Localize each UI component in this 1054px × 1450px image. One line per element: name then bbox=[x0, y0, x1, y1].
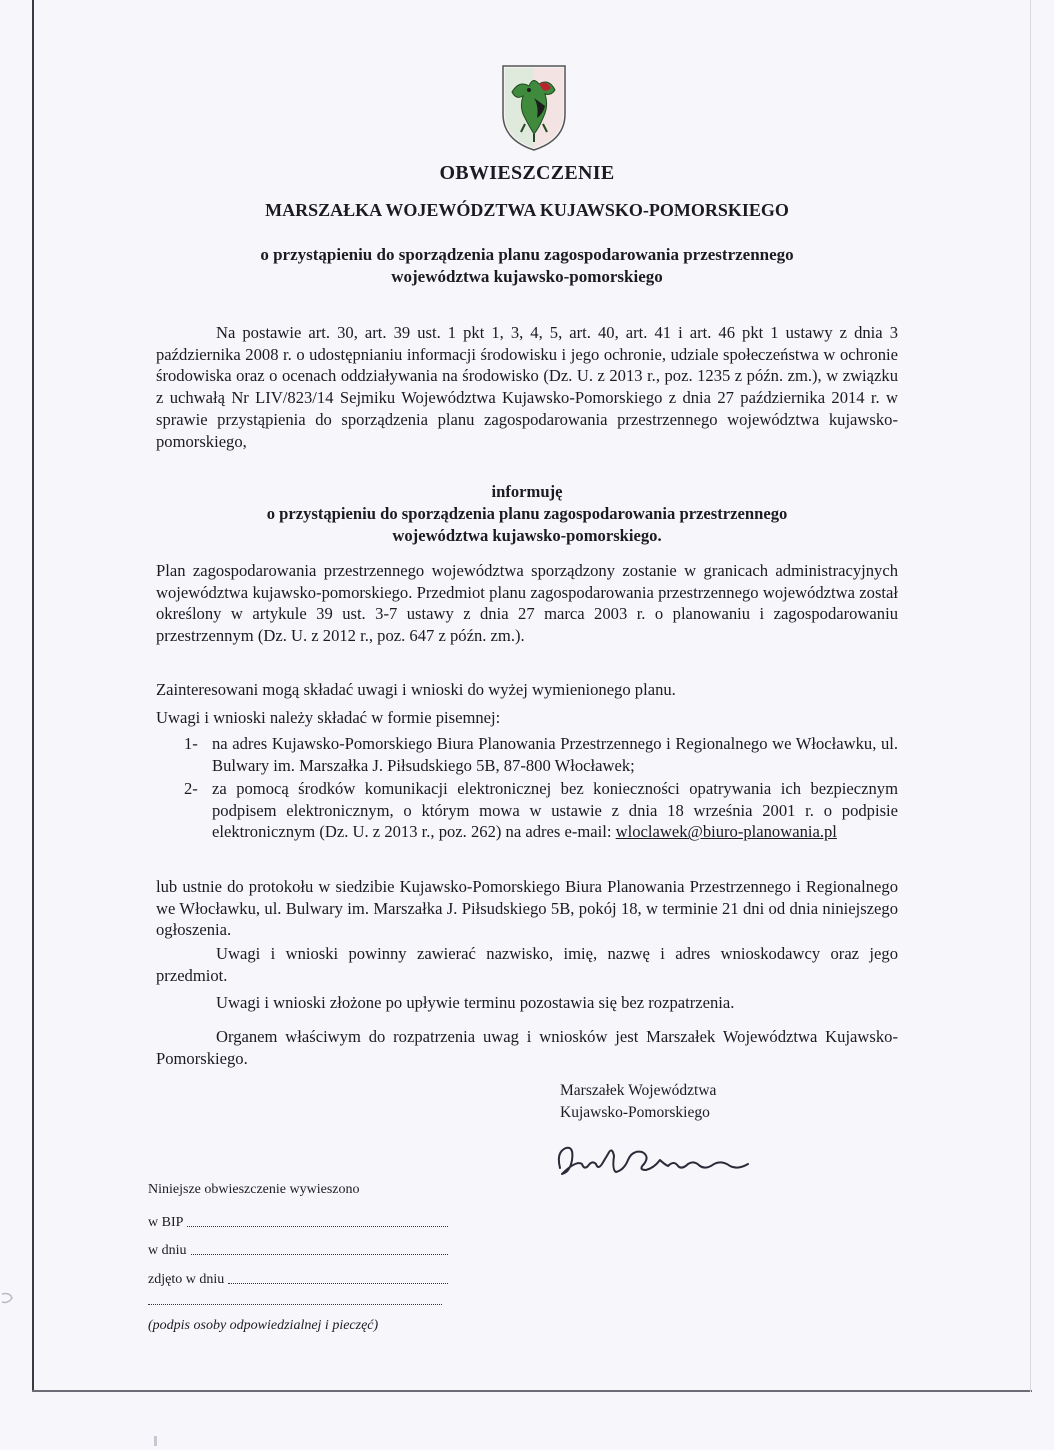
oral-submission-paragraph: lub ustnie do protokołu w siedzibie Kujawsko-Pomorskiego Biura Planowania Przestrzennego i Regionalnego we Włocławku, ul. Bulwary im. Marszałka J. Piłsudskiego 5B, pokój 18, w terminie 21 dni od dnia niniejszego ogłoszenia. bbox=[156, 877, 898, 940]
date-fill-line bbox=[191, 1253, 449, 1255]
list-item-text: na adres Kujawsko-Pomorskiego Biura Planowania Przestrzennego i Regionalnego we Włocławku, ul. Bulwary im. Marszałka J. Piłsudskiego 5B, 87-800 Włocławek; bbox=[212, 734, 898, 775]
handwritten-signature-icon bbox=[552, 1130, 762, 1190]
competent-authority-paragraph: Organem właściwym do rozpatrzenia uwag i wniosków jest Marszałek Województwa Kujawsko-Pomorskiego. bbox=[156, 1027, 898, 1068]
interested-parties-text: Zainteresowani mogą składać uwagi i wnioski do wyżej wymienionego planu. bbox=[156, 680, 676, 699]
posting-heading: Niniejsze obwieszczenie wywieszono bbox=[148, 1182, 360, 1197]
signatory-line-2: Kujawsko-Pomorskiego bbox=[560, 1104, 710, 1121]
written-form-intro: Uwagi i wnioski należy składać w formie pisemnej: bbox=[156, 708, 501, 727]
scan-mark bbox=[154, 1436, 157, 1446]
inform-line-1: o przystąpieniu do sporządzenia planu zagospodarowania przestrzennego bbox=[266, 504, 788, 523]
document-subtitle: MARSZAŁKA WOJEWÓDZTWA KUJAWSKO-POMORSKIEGO bbox=[265, 200, 789, 220]
late-submission-paragraph: Uwagi i wnioski złożone po upływie terminu pozostawia się bez rozpatrzenia. bbox=[216, 993, 735, 1012]
signature-fill-row bbox=[148, 1296, 448, 1305]
signature-caption: (podpis osoby odpowiedzialnej i pieczęć) bbox=[148, 1318, 379, 1333]
inform-word: informuję bbox=[491, 482, 563, 501]
posting-date-row bbox=[148, 1237, 448, 1259]
document-title: OBWIESZCZENIE bbox=[439, 162, 615, 184]
list-item-number: 1- bbox=[184, 734, 198, 753]
inform-block bbox=[156, 481, 898, 547]
list-item-text-container bbox=[212, 778, 898, 843]
topic-line-1: o przystąpieniu do sporządzenia planu zagospodarowania przestrzennego bbox=[260, 245, 794, 264]
posting-bip-row bbox=[148, 1209, 448, 1231]
content-requirements-paragraph: Uwagi i wnioski powinny zawierać nazwisko, imię, nazwę i adres wnioskodawcy oraz jego przedmiot. bbox=[156, 944, 898, 985]
posting-removed-row bbox=[148, 1266, 448, 1288]
list-item bbox=[184, 778, 898, 843]
signature-fill-line bbox=[148, 1296, 442, 1305]
legal-basis-paragraph: Na postawie art. 30, art. 39 ust. 1 pkt 1, 3, 4, 5, art. 40, art. 41 i art. 46 pkt 1 ustawy z dnia 3 października 2008 r. o udostępnianiu informacji środowisku i jego ochronie, udziale społeczeństwa w ochronie środowiska oraz o ocenach oddziaływania na środowisko (Dz. U. z 2013 r., poz. 1235 z późn. zm.), w związku z uchwałą Nr LIV/823/14 Sejmiku Województwa Kujawsko-Pomorskiego z dnia 27 października 2014 r. w sprawie przystąpienia do sporządzenia planu zagospodarowania przestrzennego województwa kujawsko-pomorskiego, bbox=[156, 323, 898, 451]
list-item-number: 2- bbox=[184, 779, 198, 798]
scan-smudge-icon bbox=[0, 1290, 16, 1306]
bip-fill-line bbox=[187, 1225, 448, 1227]
topic-line-2: województwa kujawsko-pomorskiego bbox=[391, 267, 663, 286]
removed-label: zdjęto w dniu bbox=[148, 1272, 225, 1287]
signatory-line-1: Marszałek Województwa bbox=[560, 1082, 717, 1099]
bip-label: w BIP bbox=[148, 1215, 184, 1230]
signatory-title bbox=[560, 1080, 716, 1124]
list-item-text: za pomocą środków komunikacji elektronicznej bez konieczności opatrywania ich bezpiecznym podpisem elektronicznym, o którym mowa w ustawie z dnia 18 września 2001 r. o podpisie elektronicznym (Dz. U. z 2013 r., poz. 262) na adres e-mail: bbox=[212, 779, 898, 842]
removed-fill-line bbox=[228, 1282, 448, 1284]
list-item bbox=[184, 733, 898, 776]
document-topic bbox=[0, 244, 1054, 288]
inform-line-2: województwa kujawsko-pomorskiego. bbox=[392, 526, 662, 545]
coat-of-arms-icon bbox=[499, 62, 569, 152]
email-link[interactable]: wloclawek@biuro-planowania.pl bbox=[615, 822, 837, 842]
plan-scope-paragraph: Plan zagospodarowania przestrzennego województwa sporządzony zostanie w granicach administracyjnych województwa kujawsko-pomorskiego. Przedmiot planu zagospodarowania przestrzennego województwa został określony w artykule 39 ust. 3-7 ustawy z dnia 27 marca 2003 r. o planowaniu i zagospodarowaniu przestrzennym (Dz. U. z 2012 r., poz. 647 z późn. zm.). bbox=[156, 561, 898, 646]
date-label: w dniu bbox=[148, 1243, 187, 1258]
scan-edge-bottom bbox=[32, 1390, 1032, 1392]
